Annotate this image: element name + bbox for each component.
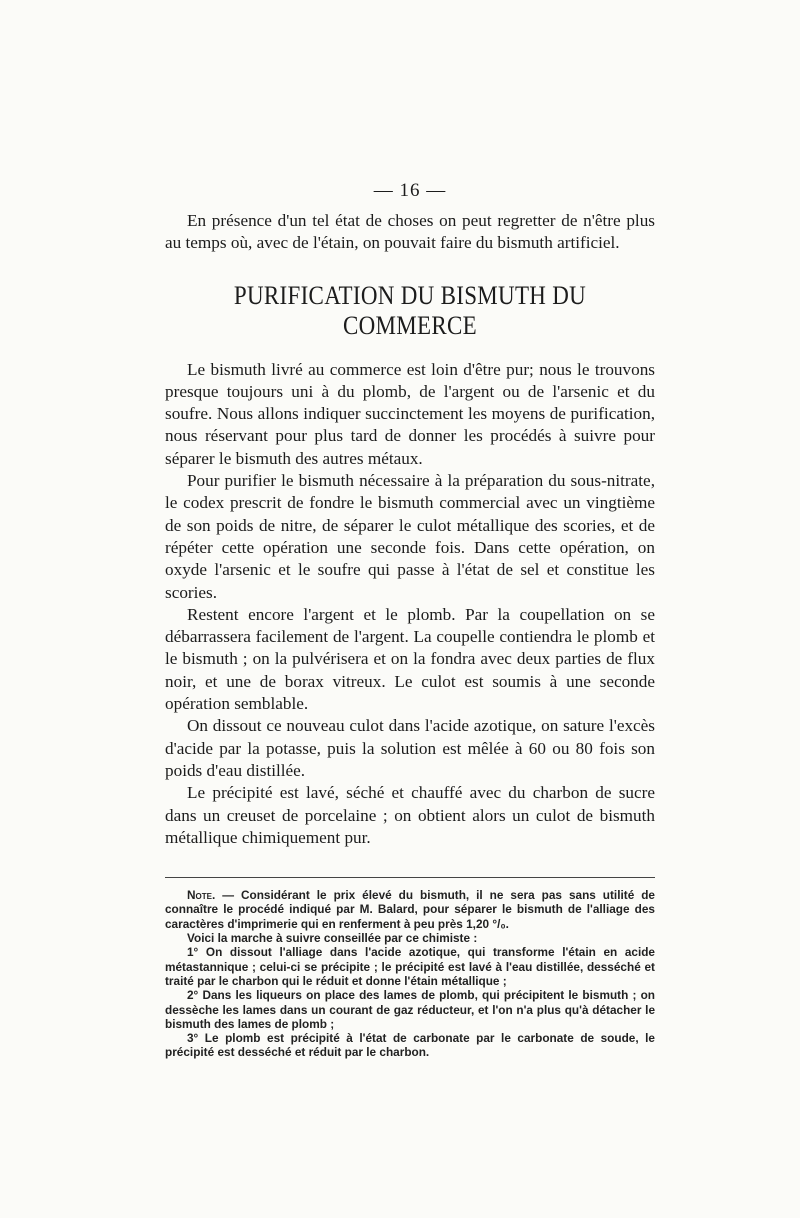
page (165, 180, 655, 1060)
paragraph-2: Pour purifier le bismuth nécessaire à la préparation du sous-nitrate, le codex prescrit de fondre le bismuth commercial avec un vingtième de son poids de nitre, de séparer le culot métallique des scories, et de répéter cette opération une seconde fois. Dans cette opération, on oxyde l'arsenic et le soufre qui passe à l'état de sel et constitue les scories. (165, 471, 655, 602)
paragraph-3: Restent encore l'argent et le plomb. Par la coupellation on se débarrassera facilement de l'argent. La coupelle contiendra le plomb et le bismuth ; on la pulvérisera et on la fondra avec deux parties de flux noir, et une de borax vitreux. Le culot est soumis à une seconde opération semblable. (165, 604, 655, 714)
paragraph-1: Le bismuth livré au commerce est loin d'être pur; nous le trouvons presque toujours uni à du plomb, de l'argent ou de l'arsenic et du soufre. Nous allons indiquer succinctement les moyens de purification, nous réservant pour plus tard de donner les procédés à suivre pour séparer le bismuth des autres métaux. (165, 359, 655, 468)
section-title: PURIFICATION DU BISMUTH DU COMMERCE (233, 280, 587, 340)
footnote-text: — Considérant le prix élevé du bismuth, il ne sera pas sans utilité de connaître le procédé indiqué par M. Balard, pour séparer le bismuth de l'alliage des caractères d'imprimerie qui en renferment à peu près 1,20 °/₀. (165, 888, 655, 931)
footnote-item-2: 2° Dans les liqueurs on place des lames de plomb, qui précipitent le bismuth ; on dessèche les lames dans un courant de gaz réducteur, et l'on n'a plus qu'à détacher le bismuth des lames de plomb ; (165, 988, 655, 1031)
page-number: — 16 — (373, 180, 447, 201)
footnote-label: Note. (187, 888, 216, 903)
paragraph-5: Le précipité est lavé, séché et chauffé avec du charbon de sucre dans un creuset de porcelaine ; on obtient alors un culot de bismuth métallique chimiquement pur. (165, 783, 655, 847)
footnote-intro (165, 888, 655, 931)
intro-paragraph: En présence d'un tel état de choses on peut regretter de n'être plus au temps où, avec de l'étain, on pouvait faire du bismuth artificiel. (165, 211, 655, 253)
footnote-divider (165, 877, 655, 878)
footnote-item-1: 1° On dissout l'alliage dans l'acide azotique, qui transforme l'étain en acide métastannique ; celui-ci se précipite ; le précipité est lavé à l'eau distillée, desséché et traité par le charbon qui le réduit et donne l'étain métallique ; (165, 945, 655, 988)
paragraph-4: On dissout ce nouveau culot dans l'acide azotique, on sature l'excès d'acide par la potasse, puis la solution est mêlée à 60 ou 80 fois son poids d'eau distillée. (165, 716, 655, 780)
footnote-item-0: Voici la marche à suivre conseillée par ce chimiste : (187, 931, 478, 946)
footnote-item-3: 3° Le plomb est précipité à l'état de carbonate par le carbonate de soude, le précipité est desséché et réduit par le charbon. (165, 1031, 655, 1060)
